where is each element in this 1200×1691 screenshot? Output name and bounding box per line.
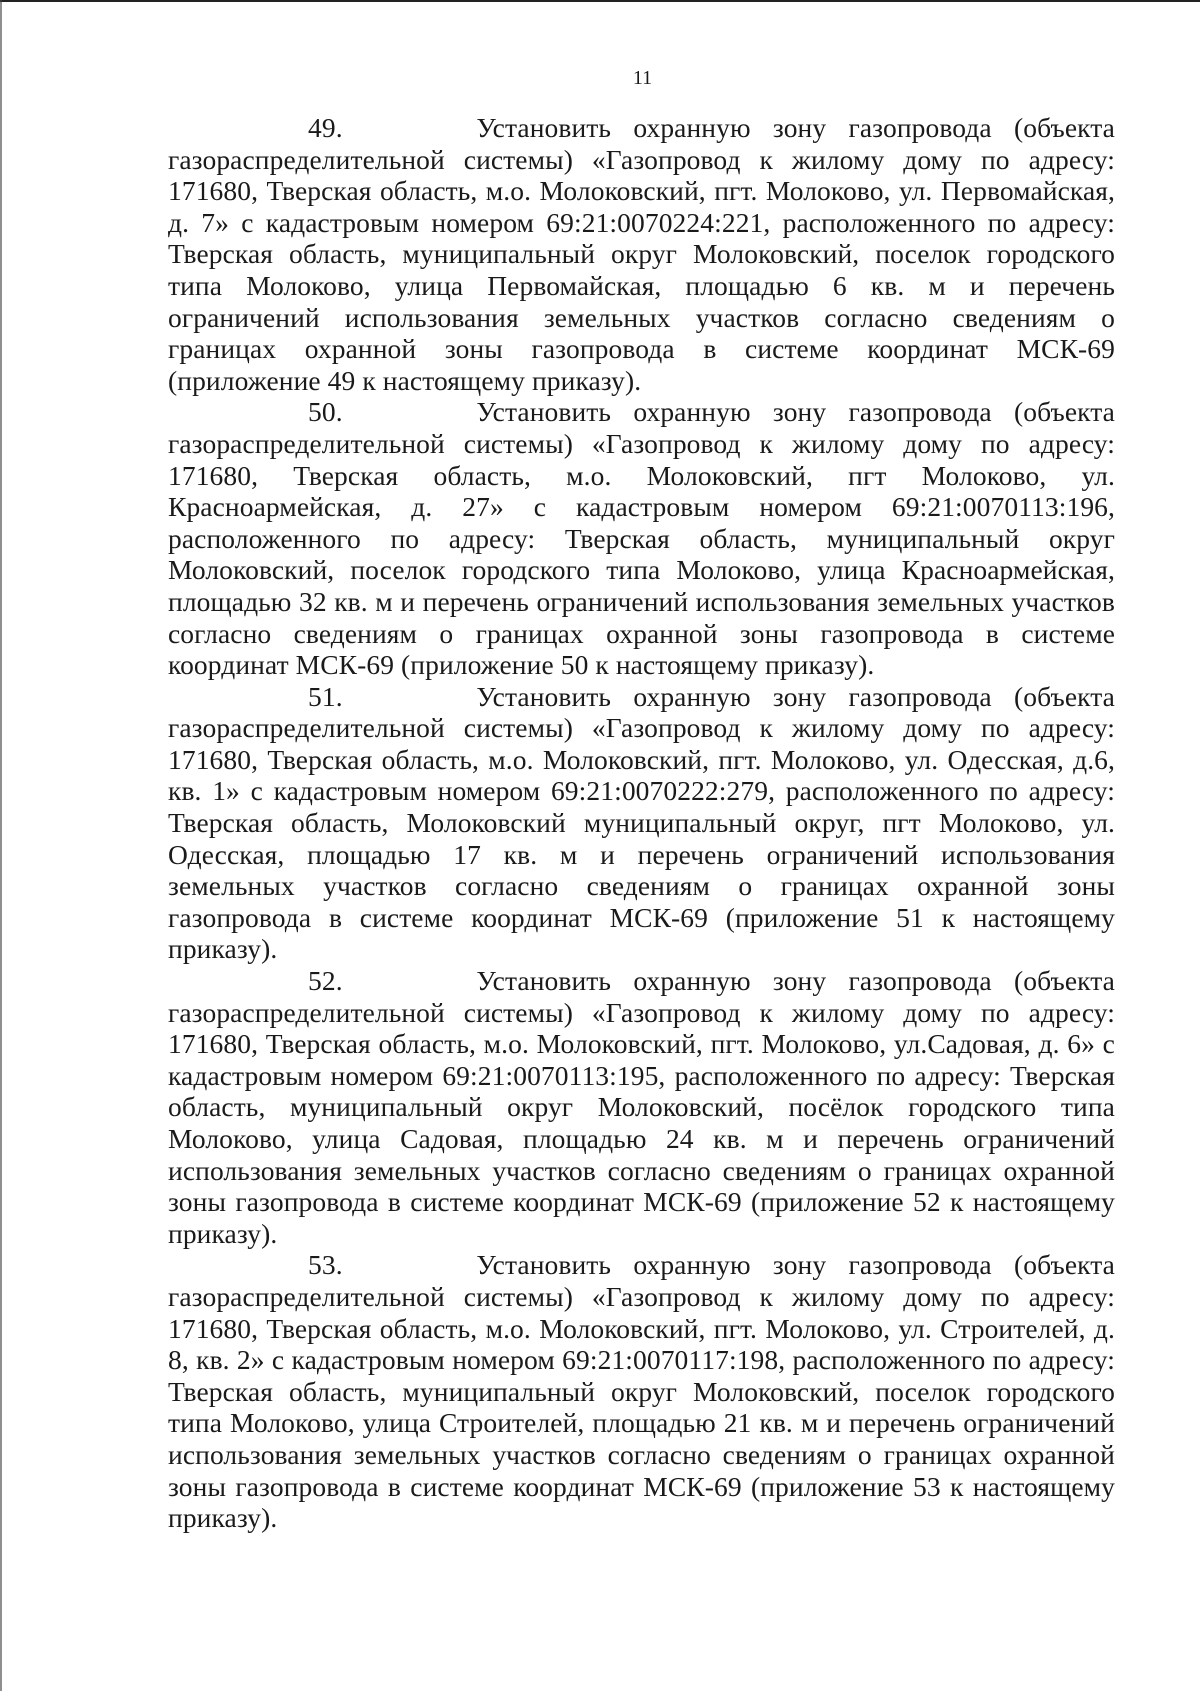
paragraph-number: 52.: [308, 965, 343, 997]
paragraph-number: 53.: [308, 1249, 343, 1281]
paragraph-51: [168, 681, 1115, 965]
paragraph-number: 50.: [308, 396, 343, 428]
paragraph-52: [168, 965, 1115, 1249]
paragraph-text: Установить охранную зону газопровода (объекта газораспределительной системы) «Газопровод к жилому дому по адресу: 171680, Тверская область, м.о. Молоковский, пгт. Молоково, ул. Одесская, д.6, кв. 1» с кадастровым номером 69:21:0070222:279, расположенного по адресу: Тверская область, Молоковский муниципальный округ, пгт Молоково, ул. Одесская, площадью 17 кв. м и перечень ограничений использования земельных участков согласно сведениям о границах охранной зоны газопровода в системе координат МСК-69 (приложение 51 к настоящему приказу).: [168, 680, 1115, 965]
page-number: 11: [632, 67, 653, 89]
paragraph-number: 49.: [308, 112, 343, 143]
paragraph-text: Установить охранную зону газопровода (объекта газораспределительной системы) «Газопровод к жилому дому по адресу: 171680, Тверская область, м.о. Молоковский, пгт Молоково, ул. Красноармейская, д. 27» с кадастровым номером 69:21:0070113:196, расположенного по адресу: Тверская область, муниципальный округ Молоковский, поселок городского типа Молоково, улица Красноармейская, площадью 32 кв. м и перечень ограничений использования земельных участков согласно сведениям о границах охранной зоны газопровода в системе координат МСК-69 (приложение 50 к настоящему приказу).: [168, 396, 1115, 681]
paragraph-text: Установить охранную зону газопровода (объекта газораспределительной системы) «Газопровод к жилому дому по адресу: 171680, Тверская область, м.о. Молоковский, пгт. Молоково, ул. Строителей, д. 8, кв. 2» с кадастровым номером 69:21:0070117:198, расположенного по адресу: Тверская область, муниципальный округ Молоковский, поселок городского типа Молоково, улица Строителей, площадью 21 кв. м и перечень ограничений использования земельных участков согласно сведениям о границах охранной зоны газопровода в системе координат МСК-69 (приложение 53 к настоящему приказу).: [168, 1249, 1115, 1534]
paragraph-text: Установить охранную зону газопровода (объекта газораспределительной системы) «Газопровод к жилому дому по адресу: 171680, Тверская область, м.о. Молоковский, пгт. Молоково, ул. Первомайская, д. 7» с кадастровым номером 69:21:0070224:221, расположенного по адресу: Тверская область, муниципальный округ Молоковский, поселок городского типа Молоково, улица Первомайская, площадью 6 кв. м и перечень ограничений использования земельных участков согласно сведениям о границах охранной зоны газопровода в системе координат МСК-69 (приложение 49 к настоящему приказу).: [168, 112, 1115, 396]
scan-edge-top: [0, 0, 1200, 2]
paragraph-49: [168, 112, 1115, 396]
paragraph-number: 51.: [308, 680, 343, 712]
document-body: [168, 112, 1115, 1534]
paragraph-53: [168, 1249, 1115, 1533]
paragraph-50: [168, 396, 1115, 680]
scan-edge-left: [0, 0, 2, 1691]
paragraph-text: Установить охранную зону газопровода (объекта газораспределительной системы) «Газопровод к жилому дому по адресу: 171680, Тверская область, м.о. Молоковский, пгт. Молоково, ул.Садовая, д. 6» с кадастровым номером 69:21:0070113:195, расположенного по адресу: Тверская область, муниципальный округ Молоковский, посёлок городского типа Молоково, улица Садовая, площадью 24 кв. м и перечень ограничений использования земельных участков согласно сведениям о границах охранной зоны газопровода в системе координат МСК-69 (приложение 52 к настоящему приказу).: [168, 965, 1115, 1249]
